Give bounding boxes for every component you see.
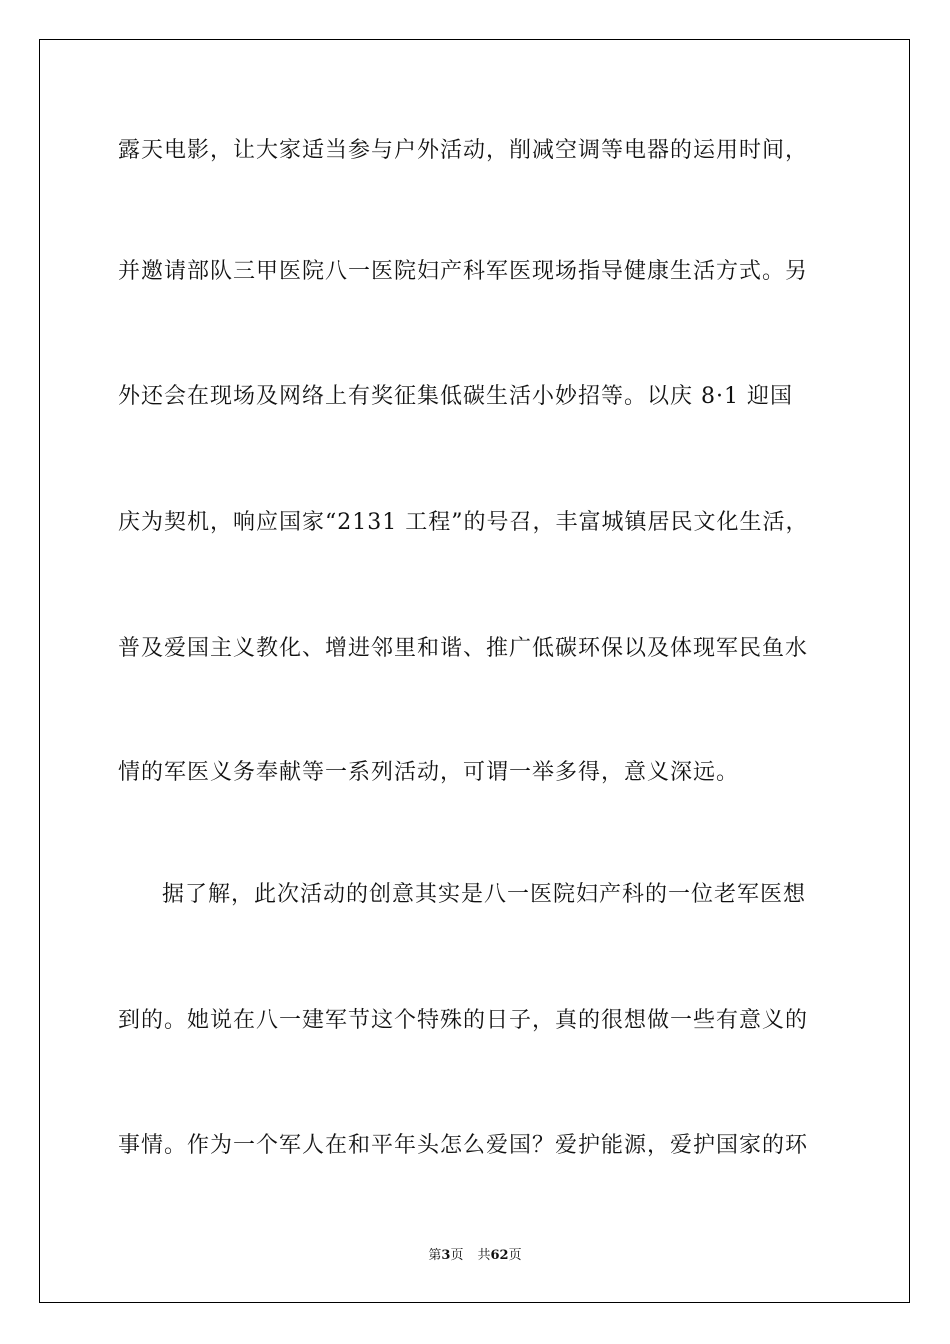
text-line-7-paragraph-start: 据了解，此次活动的创意其实是八一医院妇产科的一位老军医想 <box>162 882 807 907</box>
text-line-3: 外还会在现场及网络上有奖征集低碳生活小妙招等。以庆 8·1 迎国 <box>118 384 793 409</box>
footer-page-prefix: 第 <box>428 1248 442 1263</box>
footer-page-suffix: 页 <box>450 1248 464 1263</box>
text-line-2: 并邀请部队三甲医院八一医院妇产科军医现场指导健康生活方式。另 <box>118 259 809 284</box>
text-line-4: 庆为契机，响应国家“2131 工程”的号召，丰富城镇居民文化生活， <box>118 510 809 535</box>
page-footer <box>0 1247 950 1265</box>
footer-total-prefix: 共 <box>477 1248 491 1263</box>
footer-total-suffix: 页 <box>508 1248 522 1263</box>
page-border <box>39 39 910 1303</box>
text-line-8: 到的。她说在八一建军节这个特殊的日子，真的很想做一些有意义的 <box>118 1008 809 1033</box>
footer-total-pages: 62 <box>490 1248 509 1263</box>
footer-page-number: 3 <box>441 1248 451 1263</box>
text-line-9: 事情。作为一个军人在和平年头怎么爱国？爱护能源，爱护国家的环 <box>118 1133 809 1158</box>
text-line-6: 情的军医义务奉献等一系列活动，可谓一举多得，意义深远。 <box>118 760 740 785</box>
text-line-1: 露天电影，让大家适当参与户外活动，削减空调等电器的运用时间， <box>118 138 809 163</box>
text-line-5: 普及爱国主义教化、增进邻里和谐、推广低碳环保以及体现军民鱼水 <box>118 636 809 661</box>
